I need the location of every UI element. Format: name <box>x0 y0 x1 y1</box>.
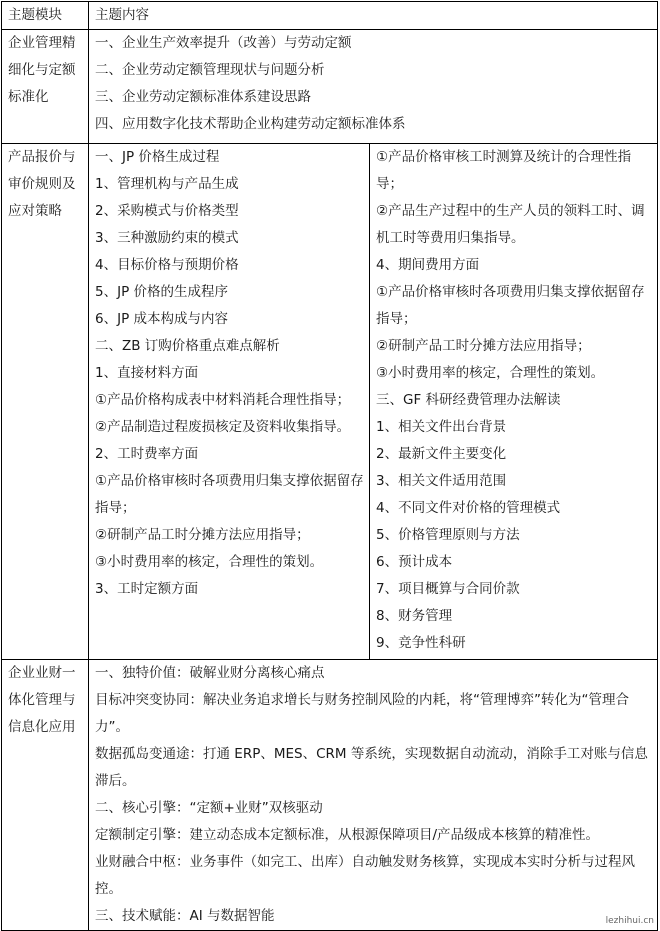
row1-line: 二、企业劳动定额管理现状与问题分析 <box>95 62 325 78</box>
header-module: 主题模块 <box>2 2 89 30</box>
row2-right-line: 3、相关文件适用范围 <box>376 473 507 489</box>
row2-left-column <box>89 144 370 659</box>
row2-right-line: ①产品价格审核工时测算及统计的合理性指导； <box>376 149 632 192</box>
row2-left-line: ③小时费用率的核定，合理性的策划。 <box>95 554 324 570</box>
course-topic-table <box>1 1 658 931</box>
header-content: 主题内容 <box>89 2 658 30</box>
row2-left-line: ②研制产品工时分摊方法应用指导； <box>95 527 310 543</box>
row1-line: 三、企业劳动定额标准体系建设思路 <box>95 89 311 105</box>
row2-content <box>89 144 658 660</box>
row2-right-line: 8、财务管理 <box>376 608 453 624</box>
row2-right-line: 三、GF 科研经费管理办法解读 <box>376 392 561 408</box>
row2-right-line: 2、最新文件主要变化 <box>376 446 507 462</box>
row3-line: 三、技术赋能：AI 与数据智能 <box>95 908 275 924</box>
row2-right-line: ③小时费用率的核定，合理性的策划。 <box>376 365 605 381</box>
row3-line: 定额制定引擎：建立动态成本定额标准，从根源保障项目/产品级成本核算的精准性。 <box>95 827 600 843</box>
row2-right-line: 6、预计成本 <box>376 554 453 570</box>
row2-right-line: 4、不同文件对价格的管理模式 <box>376 500 561 516</box>
row2-left-line: 2、工时费率方面 <box>95 446 199 462</box>
watermark: lezhihui.cn <box>605 916 654 926</box>
row2-left-line: 3、三种激励约束的模式 <box>95 230 239 246</box>
row2-left-line: 二、ZB 订购价格重点难点解析 <box>95 338 280 354</box>
row3-content <box>89 660 658 931</box>
row2-left-line: 6、JP 成本构成与内容 <box>95 311 229 327</box>
table-row <box>2 30 658 144</box>
row3-line: 一、独特价值：破解业财分离核心痛点 <box>95 665 325 681</box>
row1-module: 企业管理精细化与定额标准化 <box>2 30 89 144</box>
row3-module: 企业业财一体化管理与信息化应用 <box>2 660 89 931</box>
row3-line: 二、核心引擎：“定额+业财”双核驱动 <box>95 800 323 816</box>
row2-left-line: 2、采购模式与价格类型 <box>95 203 239 219</box>
row1-line: 四、应用数字化技术帮助企业构建劳动定额标准体系 <box>95 116 406 132</box>
row1-line: 一、企业生产效率提升（改善）与劳动定额 <box>95 35 352 51</box>
row2-left-line: 3、工时定额方面 <box>95 581 199 597</box>
row2-right-line: ①产品价格审核时各项费用归集支撑依据留存指导； <box>376 284 645 327</box>
row2-left-line: 1、直接材料方面 <box>95 365 199 381</box>
table-header-row <box>2 2 658 30</box>
row2-left-line: 一、JP 价格生成过程 <box>95 149 220 165</box>
table-row <box>2 144 658 660</box>
row2-right-line: ②研制产品工时分摊方法应用指导； <box>376 338 591 354</box>
row2-right-line: 1、相关文件出台背景 <box>376 419 507 435</box>
row3-line: 数据孤岛变通途：打通 ERP、MES、CRM 等系统，实现数据自动流动，消除手工对账与信息滞后。 <box>95 746 648 789</box>
row1-content <box>89 30 658 144</box>
row2-right-column <box>370 144 658 659</box>
row2-right-line: 7、项目概算与合同价款 <box>376 581 520 597</box>
row2-left-line: 4、目标价格与预期价格 <box>95 257 239 273</box>
row2-left-line: ②产品制造过程废损核定及资料收集指导。 <box>95 419 351 435</box>
row3-line: 业财融合中枢：业务事件（如完工、出库）自动触发财务核算，实现成本实时分析与过程风控。 <box>95 854 635 897</box>
table-row <box>2 660 658 931</box>
row2-split-table <box>89 144 657 659</box>
row2-right-line: 4、期间费用方面 <box>376 257 480 273</box>
row2-right-line: ②产品生产过程中的生产人员的领料工时、调机工时等费用归集指导。 <box>376 203 645 246</box>
row2-left-line: ①产品价格构成表中材料消耗合理性指导； <box>95 392 351 408</box>
row2-right-line: 5、价格管理原则与方法 <box>376 527 520 543</box>
row2-right-line: 9、竞争性科研 <box>376 635 466 651</box>
row2-left-line: 1、管理机构与产品生成 <box>95 176 239 192</box>
row2-left-line: 5、JP 价格的生成程序 <box>95 284 229 300</box>
row2-module: 产品报价与审价规则及应对策略 <box>2 144 89 660</box>
row3-line: 目标冲突变协同：解决业务追求增长与财务控制风险的内耗，将“管理博弈”转化为“管理合力”。 <box>95 692 629 735</box>
row2-left-line: ①产品价格审核时各项费用归集支撑依据留存指导； <box>95 473 364 516</box>
